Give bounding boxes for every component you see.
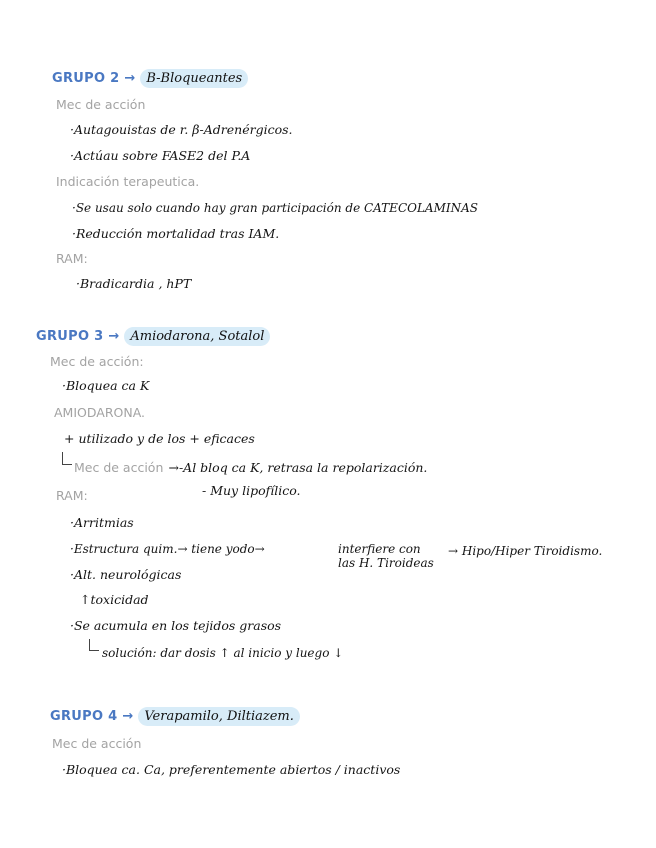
- arrow-icon: →: [122, 709, 134, 724]
- ram-arritmias: ·Arritmias: [70, 515, 134, 530]
- ram-toxicidad: ↑toxicidad: [80, 592, 149, 607]
- group-4-title: GRUPO 4: [50, 709, 118, 724]
- bracket-arrow-icon: [89, 639, 99, 651]
- g2-indication-item-1: ·Se usau solo cuando hay gran participación de CATECOLAMINAS: [72, 201, 479, 215]
- ram-solucion: solución: dar dosis ↑ al inicio y luego ↓: [102, 646, 344, 660]
- group-3-title: GRUPO 3: [36, 329, 104, 344]
- ram-interfiere: interfiere con: [338, 542, 421, 556]
- amiodarona-item: + utilizado y de los + eficaces: [64, 431, 255, 446]
- g2-indication-item-2: ·Reducción mortalidad tras IAM.: [72, 226, 280, 241]
- ram-acumula: ·Se acumula en los tejidos grasos: [70, 618, 282, 633]
- amiodarona-mec-text: →-Al bloq ca K, retrasa la repolarización.: [168, 460, 428, 475]
- group-3-header: [36, 330, 270, 343]
- ram-tiroidismo: → Hipo/Hiper Tiroidismo.: [448, 544, 603, 558]
- g2-ram-label: RAM:: [56, 251, 88, 266]
- bracket-arrow-icon: [62, 452, 72, 465]
- g2-mec-item-1: ·Autagouistas de r. β-Adrenérgicos.: [70, 122, 293, 137]
- g2-mec-item-2: ·Actúau sobre FASE2 del P.A: [70, 148, 251, 163]
- amiodarona-mec-label: Mec de acción: [74, 460, 164, 475]
- ram-estructura: ·Estructura quim.→ tiene yodo→: [70, 542, 265, 556]
- g2-mec-label: Mec de acción: [56, 97, 146, 112]
- group-3-drug-highlight: Amiodarona, Sotalol: [124, 327, 270, 346]
- g4-mec-label: Mec de acción: [52, 736, 142, 751]
- g2-ram-item-1: ·Bradicardia , hPT: [76, 276, 192, 291]
- arrow-icon: →: [108, 329, 120, 344]
- group-4-header: [50, 710, 300, 723]
- amiodarona-lipofilico: - Muy lipofílico.: [202, 483, 301, 498]
- group-4-drug-highlight: Verapamilo, Diltiazem.: [138, 707, 300, 726]
- g3-mec-item: ·Bloquea ca K: [62, 378, 150, 393]
- group-2-header: [52, 72, 248, 85]
- ram-neurologicas: ·Alt. neurológicas: [70, 567, 182, 582]
- arrow-icon: →: [124, 71, 136, 86]
- g2-indication-label: Indicación terapeutica.: [56, 174, 200, 189]
- g3-mec-label: Mec de acción:: [50, 354, 144, 369]
- amiodarona-label: AMIODARONA.: [54, 405, 145, 420]
- g4-mec-item: ·Bloquea ca. Ca, preferentemente abiertos / inactivos: [62, 762, 401, 777]
- amiodarona-mec-line: [74, 459, 427, 475]
- group-2-title: GRUPO 2: [52, 71, 120, 86]
- g3-ram-label: RAM:: [56, 488, 88, 503]
- group-2-drug-highlight: B-Bloqueantes: [140, 69, 248, 88]
- ram-tiroideas: las H. Tiroideas: [338, 556, 434, 570]
